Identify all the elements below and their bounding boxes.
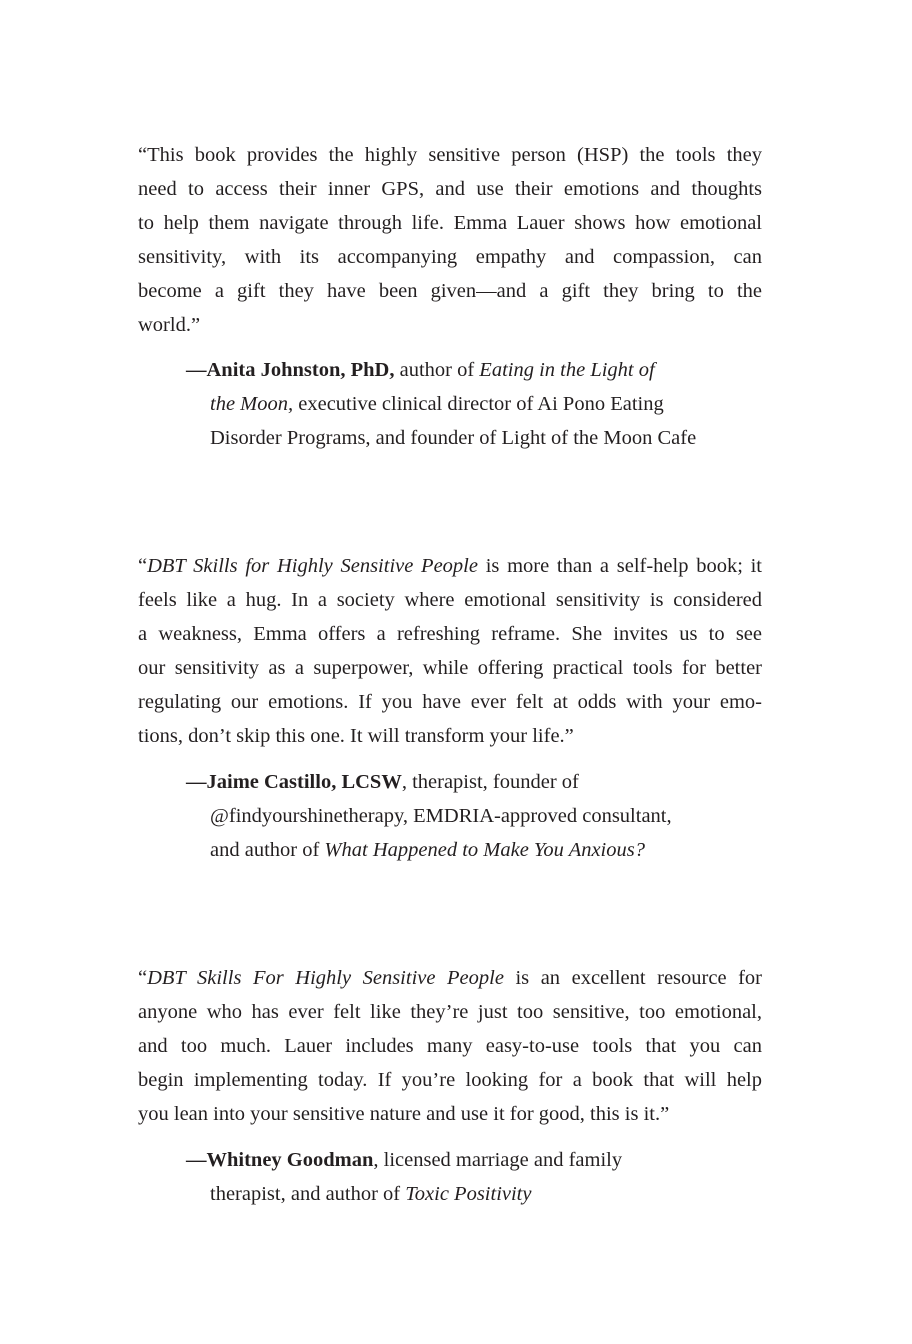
quote-line: world.”	[138, 314, 201, 336]
quote-text: is more than a self-help book; it	[477, 555, 762, 577]
endorsement-2-quote	[138, 549, 762, 753]
endorsement-3-attribution	[186, 1143, 622, 1211]
attribution-text: and author of	[210, 839, 325, 861]
quote-open: “	[138, 967, 148, 989]
quote-line: anyone who has ever felt like they’re just too sensitive, too emotional,	[138, 1001, 762, 1023]
quote-line	[138, 961, 762, 995]
attribution-line	[186, 833, 672, 867]
attribution-dash: —	[186, 771, 207, 793]
attribution-text: author of	[394, 359, 480, 381]
attribution-line	[186, 1177, 622, 1211]
attribution-line	[186, 765, 672, 799]
attribution-line	[186, 353, 696, 387]
attribution-dash: —	[186, 1149, 207, 1171]
book-title: the Moon,	[210, 393, 294, 415]
attribution-line	[186, 387, 696, 421]
attribution-dash: —	[186, 359, 207, 381]
attribution-line	[186, 421, 696, 455]
quote-line: begin implementing today. If you’re looking for a book that will help	[138, 1069, 762, 1091]
quote-line: a weakness, Emma offers a refreshing reframe. She invites us to see	[138, 623, 762, 645]
attribution-text: executive clinical director of Ai Pono Eating	[293, 393, 664, 415]
endorsement-1-attribution	[186, 353, 696, 455]
attribution-line	[186, 1143, 622, 1177]
endorser-name: Whitney Goodman	[206, 1149, 374, 1171]
quote-line: our sensitivity as a superpower, while offering practical tools for better	[138, 657, 762, 679]
attribution-text: Disorder Programs, and founder of Light of the Moon Cafe	[210, 427, 697, 449]
quote-line: sensitivity, with its accompanying empathy and compassion, can	[138, 246, 762, 268]
endorser-name: Jaime Castillo, LCSW	[206, 771, 402, 793]
quote-line	[138, 549, 762, 583]
endorsement-1-quote	[138, 138, 762, 342]
quote-line: feels like a hug. In a society where emotional sensitivity is considered	[138, 589, 762, 611]
attribution-text: , licensed marriage and family	[373, 1149, 623, 1171]
quote-line: and too much. Lauer includes many easy-to-use tools that you can	[138, 1035, 762, 1057]
attribution-text: therapist, and author of	[210, 1183, 406, 1205]
book-title: Eating in the Light of	[479, 359, 655, 381]
endorsement-2-attribution	[186, 765, 672, 867]
quote-line: to help them navigate through life. Emma Lauer shows how emotional	[138, 212, 762, 234]
attribution-text: @findyourshinetherapy, EMDRIA-approved consultant,	[210, 805, 672, 827]
quote-line: “This book provides the highly sensitive person (HSP) the tools they	[138, 144, 762, 166]
attribution-line	[186, 799, 672, 833]
book-title: Toxic Positivity	[405, 1183, 532, 1205]
endorser-name: Anita Johnston, PhD,	[206, 359, 395, 381]
attribution-text: , therapist, founder of	[401, 771, 579, 793]
quote-line: regulating our emotions. If you have ever felt at odds with your emo-	[138, 691, 762, 713]
quote-line: become a gift they have been given—and a gift they bring to the	[138, 280, 762, 302]
book-title: DBT Skills For Highly Sensitive People	[147, 967, 504, 989]
endorsement-3-quote	[138, 961, 762, 1131]
book-title: What Happened to Make You Anxious?	[324, 839, 645, 861]
quote-line: you lean into your sensitive nature and use it for good, this is it.”	[138, 1103, 670, 1125]
quote-text: is an excellent resource for	[503, 967, 762, 989]
quote-line: need to access their inner GPS, and use their emotions and thoughts	[138, 178, 762, 200]
quote-open: “	[138, 555, 148, 577]
book-title: DBT Skills for Highly Sensitive People	[147, 555, 478, 577]
quote-line: tions, don’t skip this one. It will transform your life.”	[138, 725, 574, 747]
